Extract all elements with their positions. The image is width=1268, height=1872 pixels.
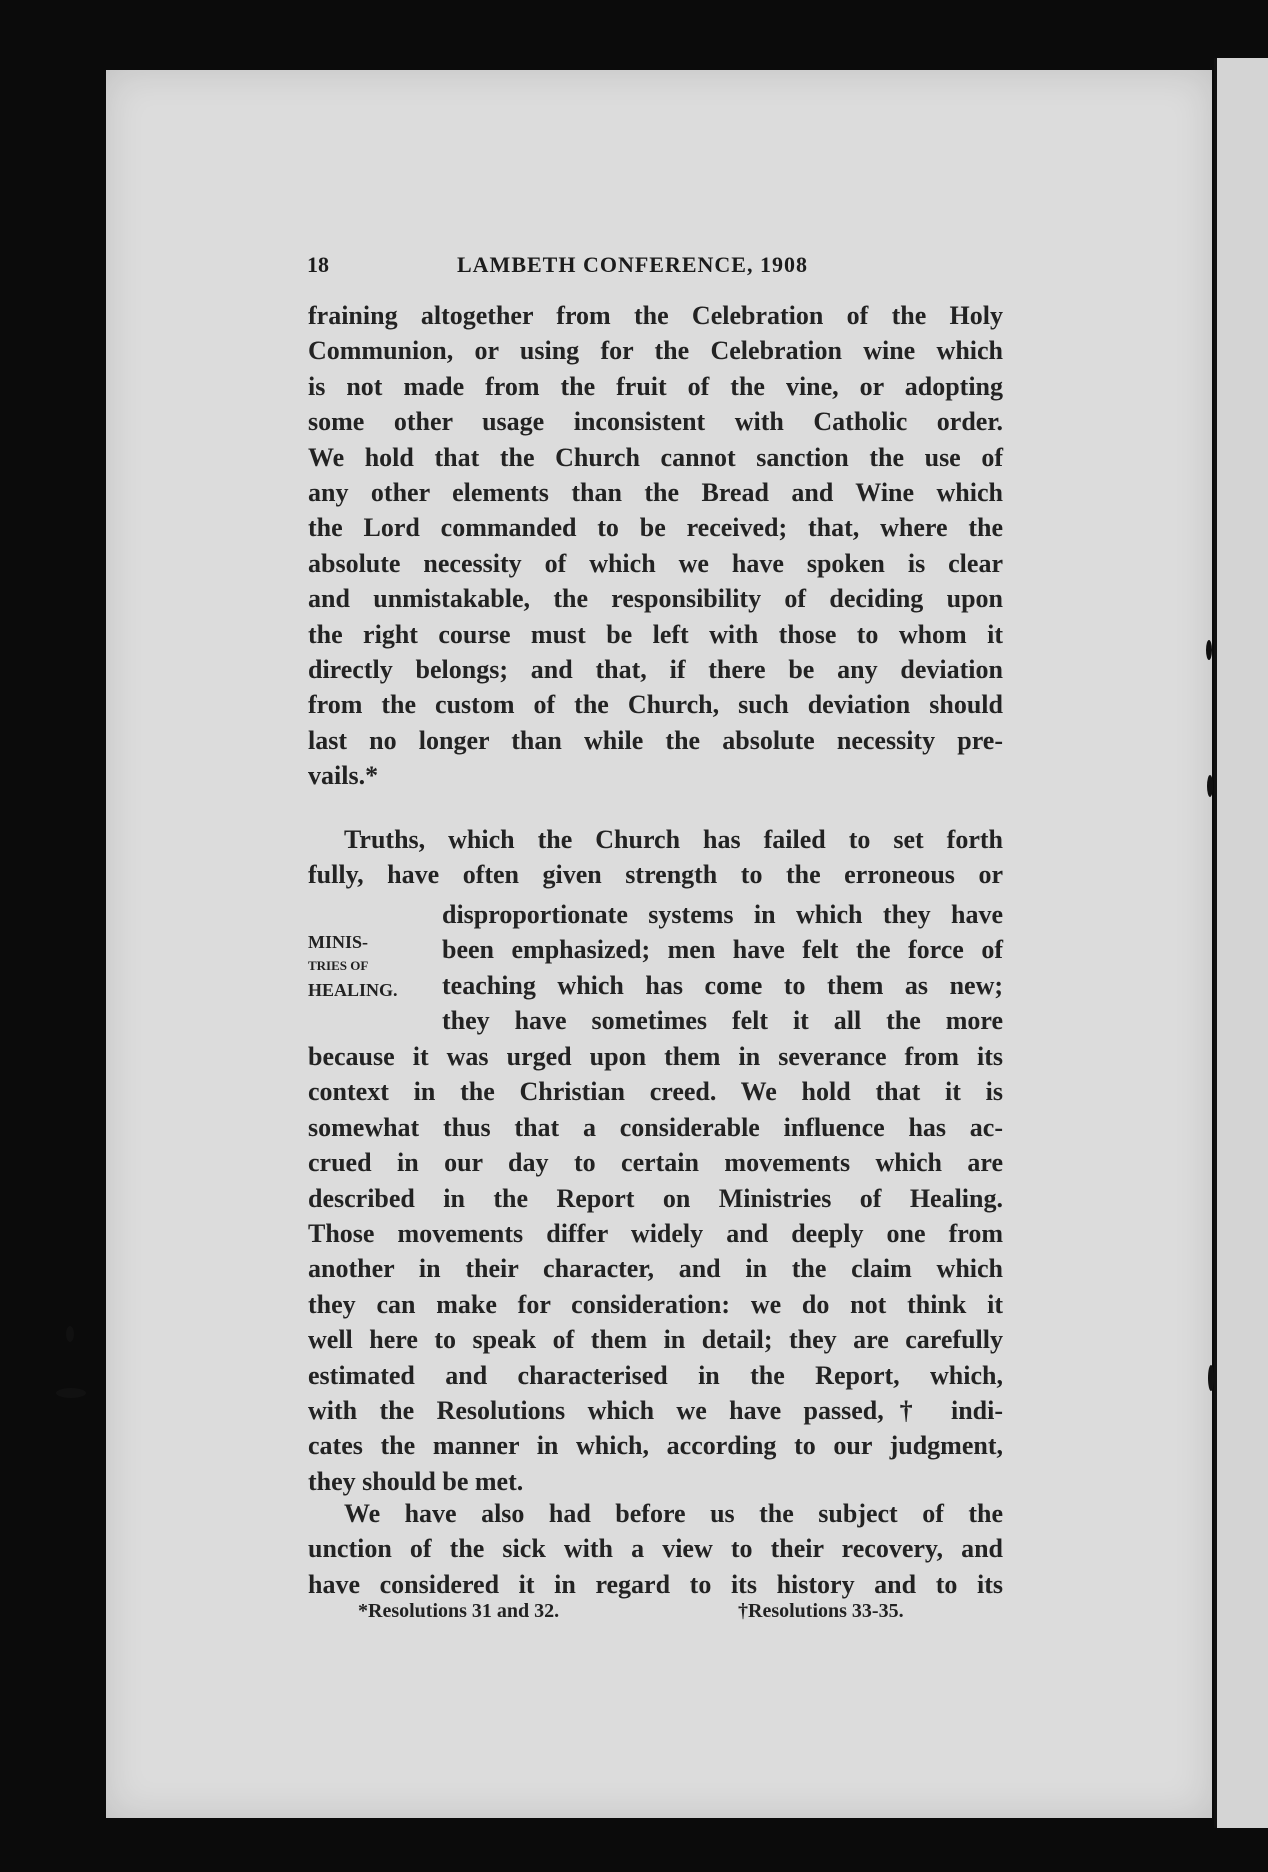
text-line: Truths, which the Church has failed to set forth	[344, 825, 1003, 854]
text-line: is not made from the fruit of the vine, or adopting	[308, 371, 1003, 401]
text-line: well here to speak of them in detail; they are carefully	[308, 1325, 1003, 1355]
text-line: absolute necessity of which we have spoken is clear	[308, 548, 1003, 578]
text-line: from the custom of the Church, such deviation should	[308, 690, 1003, 720]
text-line: directly belongs; and that, if there be any deviation	[308, 654, 1003, 684]
text-line: the Lord commanded to be received; that, where the	[308, 513, 1003, 543]
adjacent-page-edge	[1214, 58, 1268, 1828]
text-line: and unmistakable, the responsibility of deciding upon	[308, 584, 1003, 614]
text-line: We hold that the Church cannot sanction the use of	[308, 442, 1003, 472]
sidenote-line: TRIES OF	[308, 958, 369, 973]
page-header	[307, 252, 1007, 288]
text-line: context in the Christian creed. We hold that it is	[308, 1077, 1003, 1107]
text-line: teaching which has come to them as new;	[442, 970, 1003, 1000]
text-line: Those movements differ widely and deeply one from	[308, 1218, 1003, 1248]
paragraph-2-wrapped	[442, 897, 1003, 1039]
text-line: the right course must be left with those to whom it	[308, 619, 1003, 649]
text-line: cates the manner in which, according to our judgment,	[308, 1431, 1003, 1461]
text-line: been emphasized; men have felt the force of	[442, 935, 1003, 965]
text-line: somewhat thus that a considerable influence has ac-	[308, 1112, 1003, 1142]
scan-speck	[1206, 640, 1212, 660]
scan-speck	[66, 1326, 74, 1342]
text-line: another in their character, and in the claim which	[308, 1254, 1003, 1284]
text-line: with the Resolutions which we have passed,† indi-	[308, 1395, 1003, 1425]
text-line: they should be met.	[308, 1466, 524, 1496]
paragraph-1	[308, 298, 1003, 793]
scan-speck	[56, 1388, 86, 1398]
paragraph-3	[308, 1496, 1003, 1602]
text-line: estimated and characterised in the Report, which,	[308, 1360, 1003, 1390]
text-line: because it was urged upon them in severance from its	[308, 1042, 1003, 1071]
margin-sidenote	[308, 930, 438, 1002]
text-line: Communion, or using for the Celebration wine which	[308, 336, 1003, 366]
running-title: LAMBETH CONFERENCE, 1908	[457, 252, 808, 277]
page-number: 18	[307, 252, 329, 277]
sidenote-line: HEALING.	[308, 980, 398, 1000]
text-line: they have sometimes felt it all the more	[442, 1006, 1003, 1036]
text-line: unction of the sick with a view to their recovery, and	[308, 1534, 1003, 1564]
text-line: they can make for consideration: we do not think it	[308, 1289, 1003, 1319]
text-line: have considered it in regard to its history and to its	[308, 1569, 1003, 1599]
scan-speck	[1208, 1365, 1214, 1391]
text-line: We have also had before us the subject of the	[344, 1499, 1003, 1528]
text-line: any other elements than the Bread and Wine which	[308, 477, 1003, 507]
text-line: described in the Report on Ministries of Healing.	[308, 1183, 1003, 1213]
paragraph-2-opening	[308, 822, 1003, 893]
text-line: fully, have often given strength to the erroneous or	[308, 860, 1003, 890]
footnote-2: †Resolutions 33-35.	[738, 1600, 904, 1622]
text-line: disproportionate systems in which they have	[442, 900, 1003, 929]
scan-speck	[1207, 775, 1213, 797]
text-line: some other usage inconsistent with Catholic order.	[308, 407, 1003, 437]
footnote-1: *Resolutions 31 and 32.	[358, 1600, 560, 1622]
text-line: fraining altogether from the Celebration of the Holy	[308, 301, 1003, 330]
text-line: vails.*	[308, 761, 379, 791]
paragraph-2-continued	[308, 1039, 1003, 1499]
text-line: crued in our day to certain movements which are	[308, 1148, 1003, 1178]
text-line: last no longer than while the absolute necessity pre-	[308, 725, 1003, 755]
sidenote-line: MINIS-	[308, 932, 369, 952]
